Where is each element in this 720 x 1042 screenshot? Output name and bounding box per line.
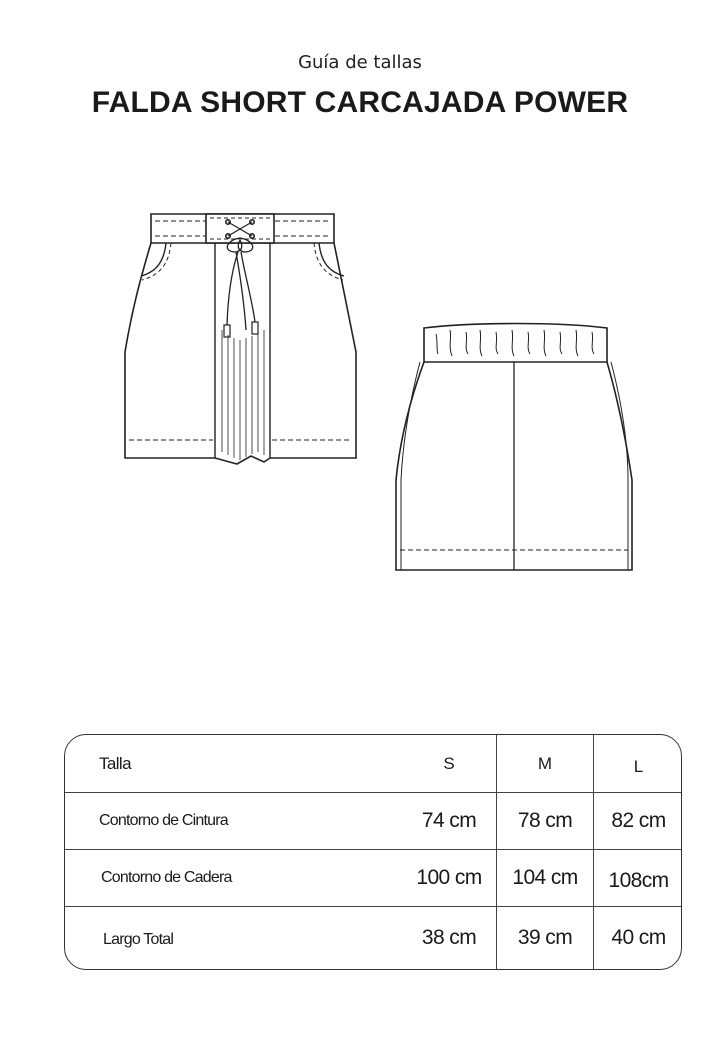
page-subtitle: Guía de tallas: [298, 52, 422, 73]
size-s-header: S: [443, 753, 455, 773]
skirt-front-view: [125, 214, 356, 464]
table-row: [65, 906, 681, 969]
value-length-m: 39 cm: [517, 925, 573, 949]
value-waist-m: 78 cm: [517, 808, 573, 832]
value-length-l: 40 cm: [611, 925, 666, 949]
table-row: [65, 792, 681, 850]
size-m-header: M: [537, 753, 553, 773]
value-length-s: 38 cm: [421, 925, 477, 949]
value-waist-l: 82 cm: [611, 808, 666, 832]
page-title: FALDA SHORT CARCAJADA POWER: [91, 86, 629, 119]
skirt-back-view: [396, 324, 632, 571]
size-header-label: Talla: [99, 753, 131, 773]
size-table: [64, 734, 682, 970]
value-waist-s: 74 cm: [421, 808, 477, 832]
row-label-length: Largo Total: [103, 930, 174, 948]
value-hip-l: 108cm: [608, 868, 669, 892]
size-l-header: L: [633, 756, 644, 776]
value-hip-s: 100 cm: [416, 865, 482, 889]
table-row: [65, 849, 681, 907]
row-label-hip: Contorno de Cadera: [101, 868, 232, 886]
value-hip-m: 104 cm: [512, 865, 578, 889]
table-header-row: [65, 735, 681, 793]
row-label-waist: Contorno de Cintura: [99, 811, 228, 829]
